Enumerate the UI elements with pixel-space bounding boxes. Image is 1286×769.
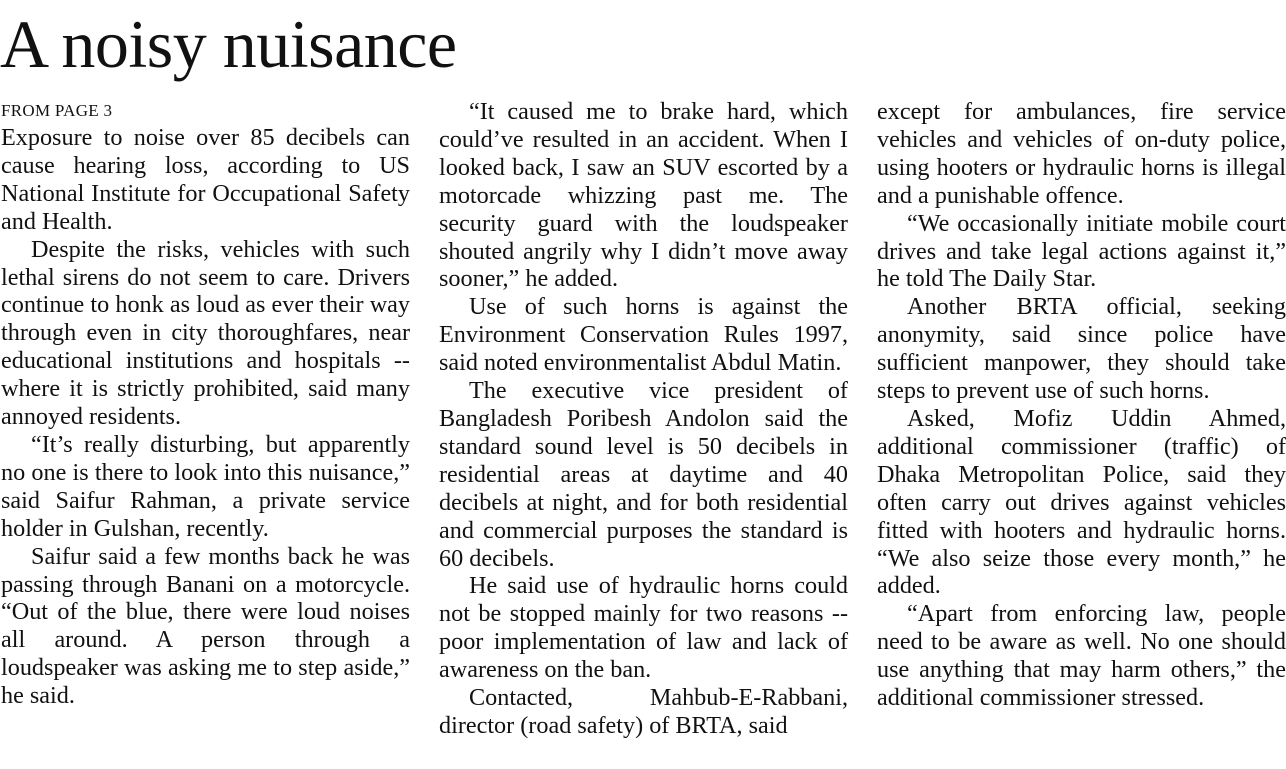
continuation-kicker: FROM PAGE 3 [1, 101, 113, 120]
paragraph: except for ambulances, fire service vehicles and vehicles of on-duty police, using hooters or hydraulic horns is illegal and a punishable offence. [877, 98, 1286, 209]
paragraph: “It caused me to brake hard, which could’ve resulted in an accident. When I looked back, I saw an SUV escorted by a motorcade whizzing past me. The security guard with the loudspeaker shouted angrily why I didn’t move away sooner,” he added. [439, 98, 848, 293]
article-column-3 [877, 98, 1286, 712]
paragraph: Asked, Mofiz Uddin Ahmed, additional commissioner (traffic) of Dhaka Metropolitan Police, said they often carry out drives against vehicles fitted with hooters and hydraulic horns. “We also seize those every month,” he added. [877, 404, 1286, 600]
paragraph: Contacted, Mahbub-E-Rabbani, director (road safety) of BRTA, said [439, 684, 848, 739]
article-column-1 [1, 98, 410, 710]
article-column-2 [439, 98, 848, 740]
paragraph: Saifur said a few months back he was passing through Banani on a motorcycle. “Out of the blue, there were loud noises all around. A person through a loudspeaker was asking me to step aside,” he said. [1, 542, 410, 710]
paragraph: The executive vice president of Bangladesh Poribesh Andolon said the standard sound level is 50 decibels in residential areas at daytime and 40 decibels at night, and for both residential and commercial purposes the standard is 60 decibels. [439, 377, 848, 572]
paragraph: “We occasionally initiate mobile court drives and take legal actions against it,” he told The Daily Star. [877, 209, 1286, 293]
headline: A noisy nuisance [0, 6, 457, 82]
paragraph: “It’s really disturbing, but apparently no one is there to look into this nuisance,” said Saifur Rahman, a private service holder in Gulshan, recently. [1, 430, 410, 542]
paragraph: Despite the risks, vehicles with such lethal sirens do not seem to care. Drivers continue to honk as loud as ever their way through even in city thoroughfares, near educational institutions and hospitals -- where it is strictly prohibited, said many annoyed residents. [1, 235, 410, 431]
paragraph: Exposure to noise over 85 decibels can cause hearing loss, according to US National Institute for Occupational Safety and Health. [1, 124, 410, 235]
paragraph: “Apart from enforcing law, people need to be aware as well. No one should use anything that may harm others,” the additional commissioner stressed. [877, 600, 1286, 712]
paragraph: He said use of hydraulic horns could not be stopped mainly for two reasons -- poor implementation of law and lack of awareness on the ban. [439, 572, 848, 684]
paragraph: Another BRTA official, seeking anonymity, said since police have sufficient manpower, they should take steps to prevent use of such horns. [877, 293, 1286, 405]
paragraph: Use of such horns is against the Environment Conservation Rules 1997, said noted environmentalist Abdul Matin. [439, 293, 848, 377]
